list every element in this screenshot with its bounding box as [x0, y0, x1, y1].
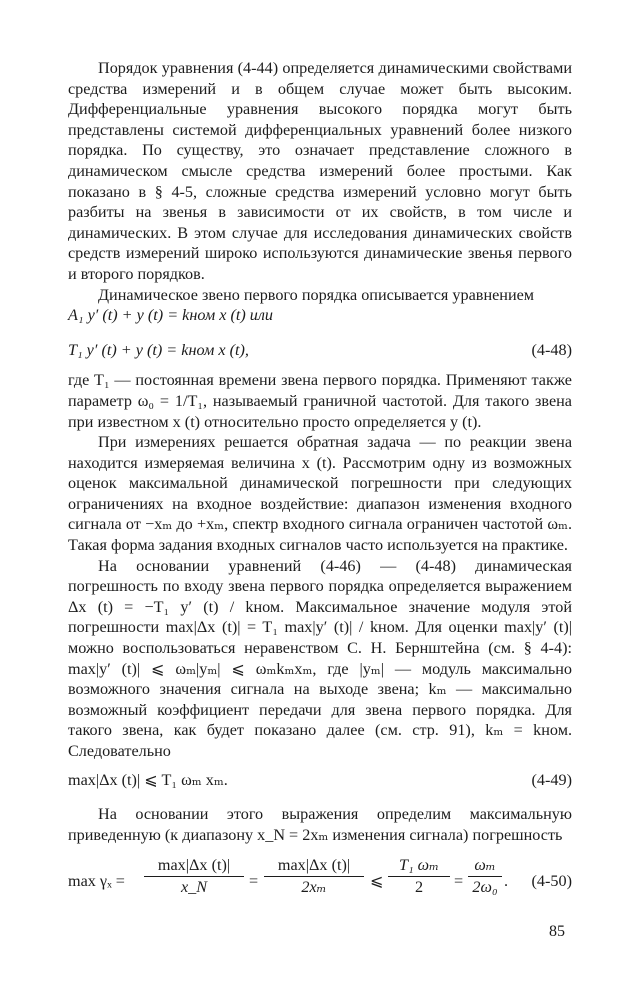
fraction-3 [388, 855, 450, 897]
formula-4-49 [68, 770, 572, 791]
formula-4-50 [68, 855, 572, 911]
formula-text: max|Δx (t)| ⩽ T₁ ωₘ xₘ. [68, 770, 228, 789]
equation-number: (4-50) [531, 872, 572, 891]
fraction-denominator: 2ω₀ [472, 877, 498, 896]
page-number: 85 [549, 923, 565, 940]
formula-4-48 [68, 340, 572, 361]
formula-lhs: max γₓ = [68, 872, 125, 891]
formula-first-order-a [68, 305, 572, 326]
paragraph-3: где T₁ — постоянная времени звена первого порядка. Применяют также параметр ω₀ = 1/T₁, называемый граничной частотой. Для такого звена при известном x (t) относительно просто определяется y (t). [68, 371, 572, 431]
fraction-numerator: T₁ ωₘ [388, 855, 450, 877]
fraction-numerator: ωₘ [468, 855, 502, 877]
fraction-denominator: 2 [414, 877, 424, 896]
equation-number: (4-49) [531, 770, 572, 789]
fraction-numerator: max|Δx (t)| [144, 855, 244, 877]
fraction-numerator: max|Δx (t)| [264, 855, 364, 877]
formula-text: T₁ y′ (t) + y (t) = kном x (t), [68, 340, 249, 359]
fraction-4 [468, 855, 502, 897]
fraction-1 [144, 855, 244, 897]
paragraph-5: На основании уравнений (4-46) — (4-48) динамическая погрешность по входу звена первого порядка определяется выражением Δx (t) = −T₁ y′ (t) / kном. Максимальное значение модуля этой погрешности max|Δx (t)| = T₁ max|y′ (t)| / kном. Для оценки max|y′ (t)| можно воспользоваться неравенством С. Н. Бернштейна (см. § 4-4): max|y′ (t)| ⩽ ωₘ|yₘ| ⩽ ωₘkₘxₘ, где |yₘ| — модуль максимально возможного значения сигнала на выходе звена; kₘ — максимально возможный коэффициент передачи для звена первого порядка. Для такого звена, как будет показано далее (см. стр. 91), kₘ = kном. Следовательно [68, 556, 572, 760]
paragraph-2: Динамическое звено первого порядка описывается уравнением [98, 285, 535, 304]
paragraph-1: Порядок уравнения (4-44) определяется динамическими свойствами средства измерений и в общем случае может быть высоким. Дифференциальные уравнения высокого порядка могут быть представлены системой дифференциальных уравнений более низкого порядка. По существу, это означает представление сложного в динамическом смысле средства измерений более простыми. Как показано в § 4-5, сложные средства измерений условно могут быть разбиты на звенья в зависимости от их свойств, в том числе и динамических. В этом случае для исследования динамических свойств средств измерений широко используются динамические звенья первого и второго порядков. [68, 59, 572, 283]
equation-number: (4-48) [531, 340, 572, 359]
paragraph-4: При измерениях решается обратная задача — по реакции звена находится измеряемая величина x (t). Рассмотрим одну из возможных оценок максимальной динамической погрешности при следующих ограничениях на входное воздействие: диапазон изменения входного сигнала от −xₘ до +xₘ, спектр входного сигнала ограничен частотой ωₘ. Такая форма задания входных сигналов часто используется на практике. [68, 433, 572, 555]
period: . [504, 872, 509, 891]
fraction-denominator: x_N [180, 877, 208, 896]
fraction-denominator: 2xₘ [301, 877, 327, 896]
page-body [68, 58, 572, 911]
leq-sign: ⩽ [370, 872, 384, 891]
equals-sign: = [249, 872, 259, 891]
formula-text: A₁ y′ (t) + y (t) = kном x (t) или [68, 306, 274, 325]
paragraph-6: На основании этого выражения определим максимальную приведенную (к диапазону x_N = 2xₘ изменения сигнала) погрешность [68, 805, 572, 844]
equals-sign: = [454, 872, 464, 891]
fraction-2 [264, 855, 364, 897]
